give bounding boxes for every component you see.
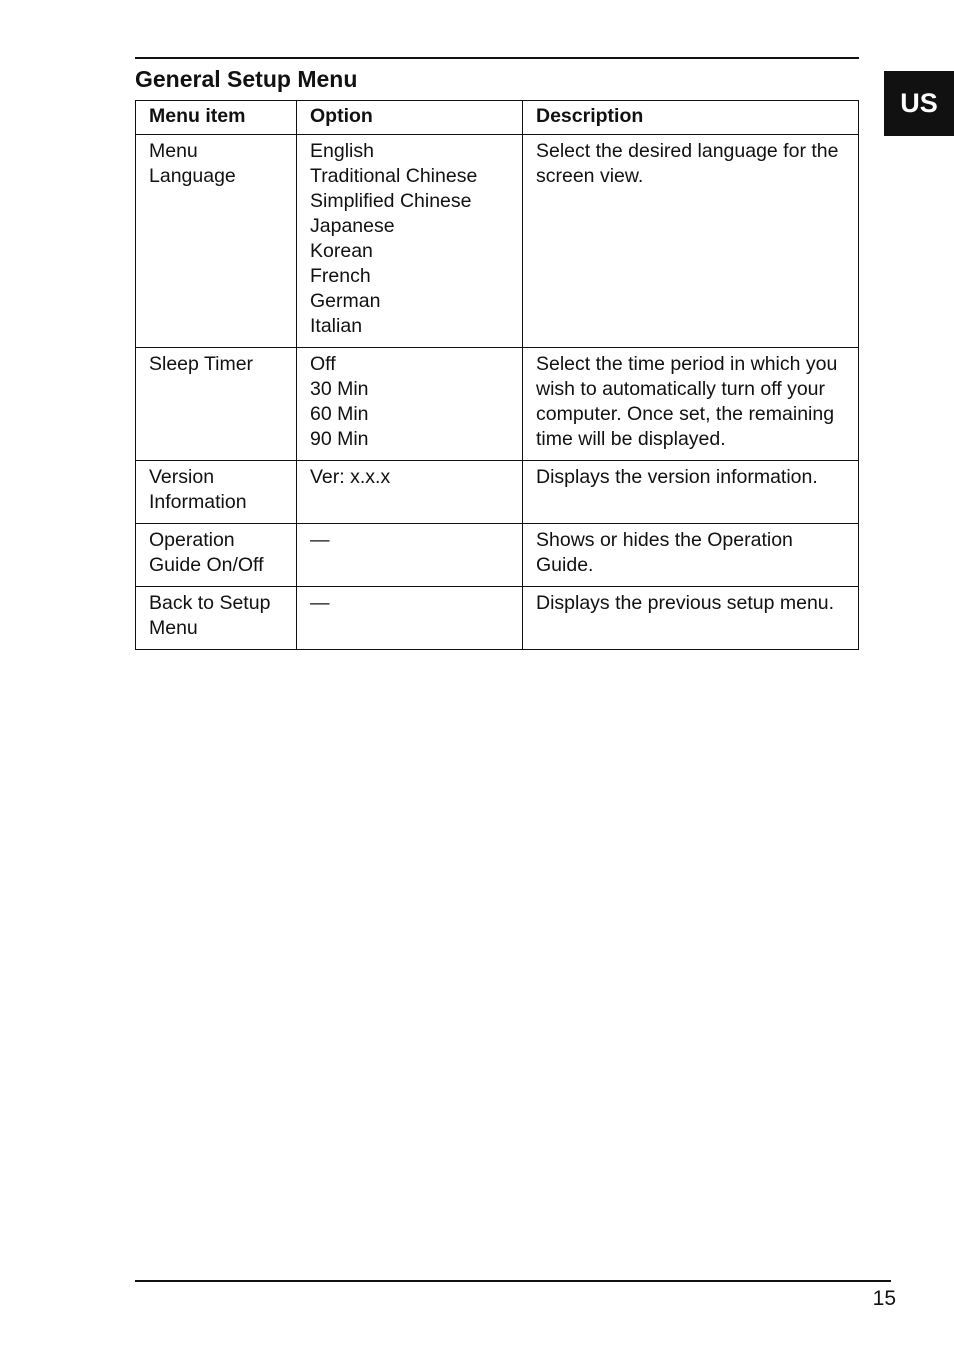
menu-item-cell xyxy=(136,461,297,524)
description-cell: Select the desired language for the screen view. xyxy=(523,135,859,348)
option-cell xyxy=(297,461,523,524)
option-value: Off xyxy=(310,353,336,375)
option-value: Italian xyxy=(310,315,363,337)
option-value: — xyxy=(310,529,330,551)
language-tab-badge: US xyxy=(884,71,954,136)
general-setup-table xyxy=(135,100,859,650)
option-value: Traditional Chinese xyxy=(310,165,478,187)
description-cell: Displays the version information. xyxy=(523,461,859,524)
section-title: General Setup Menu xyxy=(135,66,358,92)
option-value: 30 Min xyxy=(310,378,369,400)
option-value: German xyxy=(310,290,381,312)
description-cell: Select the time period in which you wish to automatically turn off your computer. Once set, the remaining time will be displayed. xyxy=(523,348,859,461)
option-value: Japanese xyxy=(310,215,395,237)
menu-item-label: Guide On/Off xyxy=(149,554,264,576)
header-option: Option xyxy=(297,101,523,135)
menu-item-cell xyxy=(136,348,297,461)
table-row xyxy=(136,348,859,461)
option-cell xyxy=(297,348,523,461)
option-value: 90 Min xyxy=(310,428,369,450)
page-number: 15 xyxy=(872,1287,896,1310)
menu-item-cell xyxy=(136,587,297,650)
description-cell: Displays the previous setup menu. xyxy=(523,587,859,650)
option-cell xyxy=(297,587,523,650)
table-row xyxy=(136,135,859,348)
menu-item-label: Menu xyxy=(149,617,198,639)
menu-item-cell xyxy=(136,135,297,348)
option-value: Korean xyxy=(310,240,373,262)
option-value: 60 Min xyxy=(310,403,369,425)
menu-item-cell xyxy=(136,524,297,587)
menu-item-label: Back to Setup xyxy=(149,592,271,614)
option-value: English xyxy=(310,140,374,162)
menu-item-label: Version xyxy=(149,466,215,488)
option-cell xyxy=(297,524,523,587)
description-cell: Shows or hides the Operation Guide. xyxy=(523,524,859,587)
table-header-row xyxy=(136,101,859,135)
header-description: Description xyxy=(523,101,859,135)
header-menu-item: Menu item xyxy=(136,101,297,135)
table-row xyxy=(136,461,859,524)
footer-divider xyxy=(135,1280,891,1282)
menu-item-label: Operation xyxy=(149,529,235,551)
menu-item-label: Menu xyxy=(149,140,198,162)
top-divider xyxy=(135,57,859,59)
menu-item-label: Language xyxy=(149,165,236,187)
table-row xyxy=(136,587,859,650)
option-value: Simplified Chinese xyxy=(310,190,472,212)
menu-item-label: Sleep Timer xyxy=(149,353,254,375)
option-value: French xyxy=(310,265,371,287)
table-row xyxy=(136,524,859,587)
option-cell xyxy=(297,135,523,348)
option-value: Ver: x.x.x xyxy=(310,466,391,488)
menu-item-label: Information xyxy=(149,491,247,513)
option-value: — xyxy=(310,592,330,614)
